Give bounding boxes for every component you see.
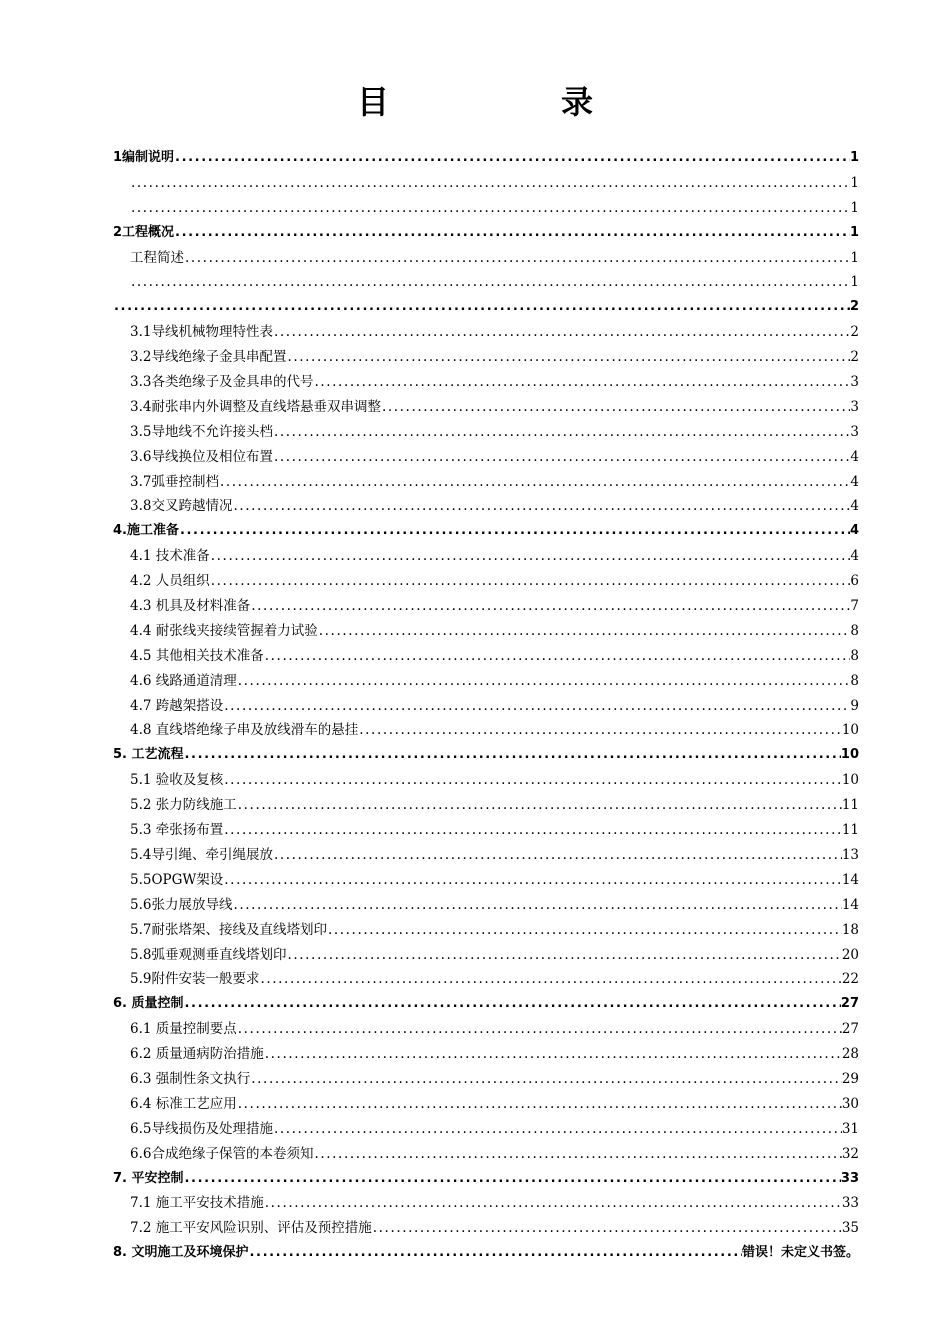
- toc-entry-page: 29: [841, 1070, 859, 1087]
- toc-leader-dots: [273, 445, 850, 470]
- toc-entry-label: 6.2 质量通病防治措施: [130, 1046, 264, 1063]
- toc-entry-label: 4.4 耐张线夹接续管握着力试验: [130, 622, 318, 639]
- toc-leader-dots: [237, 669, 851, 694]
- toc-leader-dots: [184, 246, 850, 271]
- toc-entry-page: 4: [850, 473, 859, 490]
- toc-leader-dots: [232, 893, 841, 918]
- toc-entry-page: 14: [841, 871, 859, 888]
- toc-entry[interactable]: [113, 295, 859, 320]
- toc-entry[interactable]: [113, 743, 859, 768]
- toc-leader-dots: [372, 1216, 842, 1241]
- toc-entry-page: 27: [841, 1021, 859, 1038]
- toc-leader-dots: [358, 718, 842, 743]
- toc-leader-dots: [223, 768, 842, 793]
- toc-entry-page: 13: [841, 846, 859, 863]
- toc-leader-dots: [223, 868, 842, 893]
- toc-entry[interactable]: [113, 1142, 859, 1167]
- toc-leader-dots: [219, 470, 850, 495]
- toc-leader-dots: [223, 694, 850, 719]
- toc-entry-label: 4.1 技术准备: [130, 548, 210, 565]
- toc-entry-page: 3: [850, 398, 859, 415]
- toc-entry-label: 3.1导线机械物理特性表: [130, 324, 273, 341]
- toc-entry[interactable]: [113, 1216, 859, 1241]
- toc-leader-dots: [223, 818, 842, 843]
- toc-entry-label: 8. 文明施工及环境保护: [113, 1245, 249, 1261]
- toc-entry[interactable]: [113, 918, 859, 943]
- toc-entry-label: 7. 平安控制: [113, 1170, 184, 1186]
- toc-entry-label: 7.1 施工平安技术措施: [130, 1195, 264, 1212]
- toc-entry[interactable]: [113, 494, 859, 519]
- toc-leader-dots: [264, 644, 851, 669]
- toc-entry[interactable]: [113, 395, 859, 420]
- toc-entry[interactable]: [113, 544, 859, 569]
- toc-entry[interactable]: [113, 694, 859, 719]
- toc-entry-label: 7.2 施工平安风险识别、评估及预控措施: [130, 1220, 372, 1237]
- toc-leader-dots: [130, 171, 850, 196]
- toc-entry-page: 8: [850, 647, 859, 664]
- toc-entry-page: 30: [841, 1095, 859, 1112]
- toc-entry-label: 5.8弧垂观测垂直线塔划印: [130, 946, 287, 963]
- toc-entry-page: 31: [841, 1120, 859, 1137]
- toc-entry-label: 4.3 机具及材料准备: [130, 598, 251, 615]
- toc-leader-dots: [130, 270, 850, 295]
- toc-entry-label: 6.3 强制性条文执行: [130, 1070, 251, 1087]
- toc-entry[interactable]: [113, 943, 859, 968]
- toc-entry[interactable]: [113, 445, 859, 470]
- toc-entry-page: 20: [841, 946, 859, 963]
- toc-leader-dots: [130, 196, 850, 221]
- toc-entry-page: 4: [850, 448, 859, 465]
- toc-entry-page: 2: [849, 299, 859, 315]
- toc-leader-dots: [113, 295, 850, 320]
- toc-leader-dots: [286, 345, 850, 370]
- toc-entry[interactable]: [113, 345, 859, 370]
- toc-entry[interactable]: [113, 519, 859, 544]
- toc-entry-page: 35: [841, 1220, 859, 1237]
- toc-entry[interactable]: [113, 868, 859, 893]
- toc-entry-page: 6: [850, 573, 859, 590]
- toc-entry-label: 4.施工准备: [113, 523, 179, 539]
- toc-entry[interactable]: [113, 470, 859, 495]
- toc-entry[interactable]: [113, 992, 859, 1017]
- toc-entry-label: 5.4导引绳、牵引绳展放: [130, 846, 273, 863]
- toc-entry-label: 3.5导地线不允许接头档: [130, 423, 273, 440]
- toc-entry-label: 5. 工艺流程: [113, 747, 184, 763]
- toc-entry-label: 4.2 人员组织: [130, 573, 210, 590]
- toc-entry-page: 10: [841, 772, 859, 789]
- toc-entry-page: 32: [841, 1145, 859, 1162]
- toc-leader-dots: [232, 494, 850, 519]
- toc-entry-page: 1: [849, 224, 859, 240]
- toc-entry-label: 5.9附件安装一般要求: [130, 971, 260, 988]
- toc-entry-page: 14: [841, 896, 859, 913]
- toc-entry-label: 工程简述: [130, 249, 184, 266]
- toc-entry-page: 10: [840, 747, 859, 763]
- toc-entry-label: 6.6合成绝缘子保管的本卷须知: [130, 1145, 314, 1162]
- toc-leader-dots: [273, 843, 842, 868]
- toc-entry-label: 4.7 跨越架搭设: [130, 697, 224, 714]
- toc-entry-label: 6.1 质量控制要点: [130, 1021, 237, 1038]
- toc-entry[interactable]: [113, 818, 859, 843]
- toc-leader-dots: [318, 619, 851, 644]
- toc-entry-label: 3.3各类绝缘子及金具串的代号: [130, 374, 314, 391]
- toc-leader-dots: [313, 370, 850, 395]
- toc-entry[interactable]: [113, 718, 859, 743]
- toc-leader-dots: [237, 1017, 842, 1042]
- toc-entry[interactable]: [113, 420, 859, 445]
- toc-entry-page: 4: [850, 548, 859, 565]
- toc-entry-label: 5.1 验收及复核: [130, 772, 224, 789]
- toc-entry-label: 4.8 直线塔绝缘子串及放线滑车的悬挂: [130, 722, 359, 739]
- toc-entry[interactable]: [113, 370, 859, 395]
- toc-entry-label: 4.6 线路通道清理: [130, 672, 237, 689]
- toc-entry-label: 3.6导线换位及相位布置: [130, 448, 273, 465]
- toc-leader-dots: [237, 793, 842, 818]
- toc-entry-page: 28: [841, 1046, 859, 1063]
- toc-leader-dots: [179, 519, 850, 544]
- toc-entry-page: 10: [841, 722, 859, 739]
- toc-entry-page: 27: [840, 996, 859, 1012]
- toc-entry-label: 5.2 张力防线施工: [130, 797, 237, 814]
- toc-leader-dots: [313, 1142, 841, 1167]
- toc-entry-page: 3: [850, 423, 859, 440]
- toc-leader-dots: [174, 146, 850, 171]
- toc-entry[interactable]: [113, 320, 859, 345]
- toc-leader-dots: [250, 594, 850, 619]
- toc-entry-label: 5.3 牵张扬布置: [130, 822, 224, 839]
- toc-entry-page: 2: [850, 324, 859, 341]
- toc-entry[interactable]: [113, 171, 859, 196]
- toc-leader-dots: [264, 1191, 842, 1216]
- toc-entry[interactable]: [113, 221, 859, 246]
- toc-entry-label: 5.7耐张塔架、接线及直线塔划印: [130, 921, 327, 938]
- toc-entry-label: 6.5导线损伤及处理措施: [130, 1120, 273, 1137]
- toc-entry-label: 6. 质量控制: [113, 996, 184, 1012]
- toc-entry-page: 11: [841, 797, 859, 814]
- toc-entry[interactable]: [113, 1167, 859, 1192]
- toc-leader-dots: [249, 1241, 742, 1266]
- toc-entry[interactable]: [113, 196, 859, 221]
- toc-entry-page: 4: [849, 523, 859, 539]
- toc-leader-dots: [273, 1117, 842, 1142]
- toc-leader-dots: [184, 992, 841, 1017]
- toc-entry[interactable]: [113, 594, 859, 619]
- toc-entry[interactable]: [113, 793, 859, 818]
- toc-entry-page: 9: [850, 697, 859, 714]
- toc-entry[interactable]: [113, 146, 859, 171]
- toc-entry[interactable]: [113, 1017, 859, 1042]
- toc-entry-label: 3.4耐张串内外调整及直线塔悬垂双串调整: [130, 398, 381, 415]
- toc-leader-dots: [184, 1167, 841, 1192]
- toc-entry[interactable]: [113, 569, 859, 594]
- page-title: 目 录: [356, 83, 663, 121]
- toc-entry-page: 1: [850, 174, 859, 191]
- toc-entry[interactable]: [113, 644, 859, 669]
- toc-leader-dots: [174, 221, 850, 246]
- toc-entry-page: 22: [841, 971, 859, 988]
- toc-entry[interactable]: [113, 1042, 859, 1067]
- toc-entry[interactable]: [113, 619, 859, 644]
- toc-leader-dots: [286, 943, 841, 968]
- toc-entry-page: 33: [840, 1170, 859, 1186]
- toc-entry[interactable]: [113, 246, 859, 271]
- toc-entry[interactable]: [113, 768, 859, 793]
- toc-entry-label: 3.8交叉跨越情况: [130, 498, 233, 515]
- toc-entry[interactable]: [113, 1067, 859, 1092]
- toc-entry[interactable]: [113, 1191, 859, 1216]
- toc-entry-page: 11: [841, 822, 859, 839]
- toc-entry[interactable]: [113, 1117, 859, 1142]
- toc-entry-page: 18: [841, 921, 859, 938]
- toc-leader-dots: [273, 420, 850, 445]
- toc-entry[interactable]: [113, 669, 859, 694]
- toc-entry-page: 7: [850, 598, 859, 615]
- toc-entry-label: 5.5OPGW架设: [130, 871, 224, 888]
- toc-leader-dots: [381, 395, 850, 420]
- toc-entry-label: 1编制说明: [113, 150, 175, 165]
- toc-entry[interactable]: [113, 967, 859, 992]
- toc-entry[interactable]: [113, 893, 859, 918]
- toc-leader-dots: [259, 967, 841, 992]
- toc-leader-dots: [237, 1092, 842, 1117]
- toc-entry-page: 1: [849, 150, 859, 165]
- toc-entry[interactable]: [113, 843, 859, 868]
- toc-leader-dots: [184, 743, 841, 768]
- toc-entry[interactable]: [113, 1241, 859, 1266]
- toc-entry[interactable]: [113, 270, 859, 295]
- toc-leader-dots: [327, 918, 842, 943]
- toc-entry-label: 3.2导线绝缘子金具串配置: [130, 349, 287, 366]
- toc-leader-dots: [250, 1067, 842, 1092]
- toc-entry-page: 8: [850, 622, 859, 639]
- table-of-contents: [113, 146, 859, 1266]
- toc-leader-dots: [210, 544, 851, 569]
- toc-leader-dots: [273, 320, 850, 345]
- toc-entry[interactable]: [113, 1092, 859, 1117]
- toc-entry-label: 4.5 其他相关技术准备: [130, 647, 264, 664]
- toc-entry-page: 4: [850, 498, 859, 515]
- toc-entry-page: 1: [850, 249, 859, 266]
- toc-entry-label: 6.4 标准工艺应用: [130, 1095, 237, 1112]
- toc-entry-page: 错误！未定义书签。: [741, 1245, 859, 1261]
- toc-leader-dots: [210, 569, 851, 594]
- toc-entry-page: 8: [850, 672, 859, 689]
- toc-entry-page: 2: [850, 349, 859, 366]
- toc-entry-page: 1: [850, 199, 859, 216]
- toc-entry-page: 1: [850, 274, 859, 291]
- toc-entry-label: 2工程概况: [113, 224, 175, 240]
- toc-entry-page: 3: [850, 374, 859, 391]
- toc-leader-dots: [264, 1042, 842, 1067]
- toc-entry-label: 5.6张力展放导线: [130, 896, 233, 913]
- toc-entry-page: 33: [841, 1195, 859, 1212]
- toc-entry-label: 3.7弧垂控制档: [130, 473, 219, 490]
